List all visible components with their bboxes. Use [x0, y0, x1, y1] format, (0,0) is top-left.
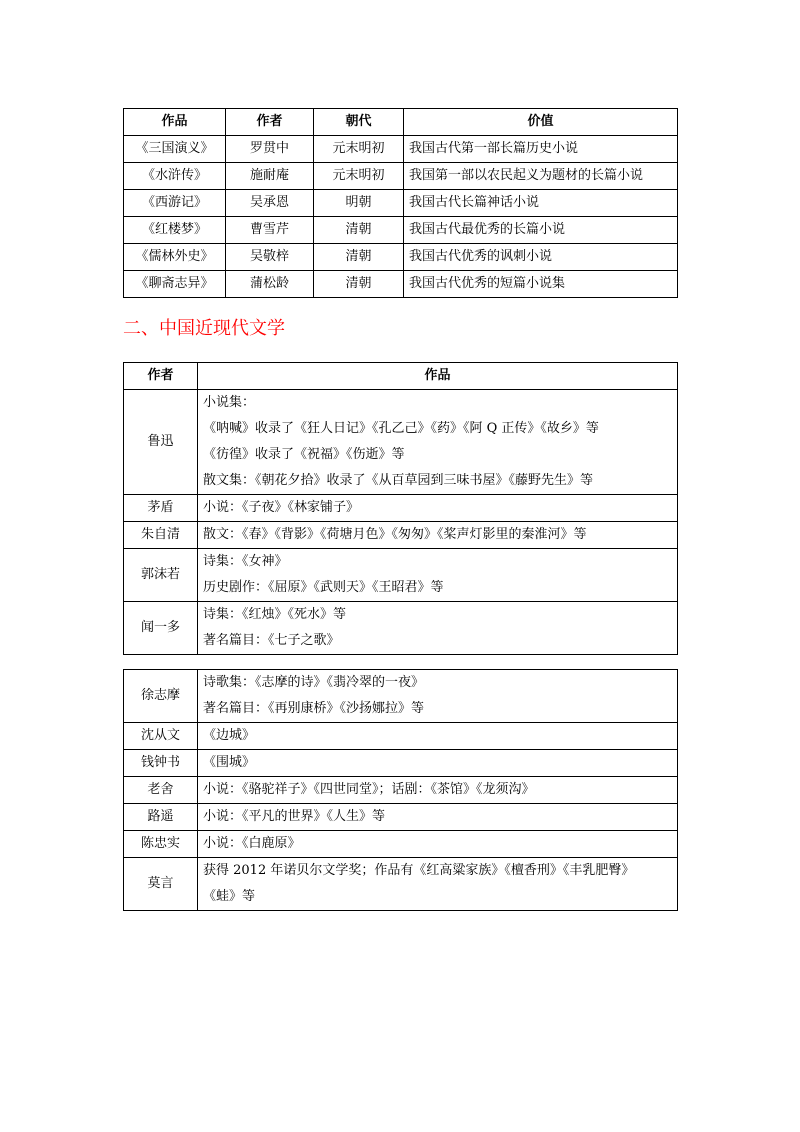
- table-row: [124, 136, 678, 163]
- dynasty-cell: 明朝: [314, 190, 404, 217]
- works-line: 诗集：《红烛》《死水》等: [203, 607, 347, 622]
- table-row: [124, 777, 678, 804]
- table-row: [124, 723, 678, 750]
- table-header-row: [124, 363, 678, 390]
- author-cell: 陈忠实: [124, 831, 198, 858]
- works-line: 诗歌集：《志摩的诗》《翡冷翠的一夜》: [203, 675, 425, 690]
- works-cell: 散文：《春》《背影》《荷塘月色》《匆匆》《桨声灯影里的秦淮河》等: [198, 522, 678, 549]
- author-cell: 莫言: [124, 858, 198, 911]
- works-cell: 小说：《骆驼祥子》《四世同堂》；话剧：《茶馆》《龙须沟》: [198, 777, 678, 804]
- table-row: [124, 217, 678, 244]
- works-cell: [198, 549, 678, 602]
- work-cell: 《红楼梦》: [124, 217, 226, 244]
- works-line: 小说集：: [203, 395, 256, 410]
- author-cell: 吴承恩: [226, 190, 314, 217]
- table-row: [124, 244, 678, 271]
- work-cell: 《聊斋志异》: [124, 271, 226, 298]
- author-cell: 施耐庵: [226, 163, 314, 190]
- works-line: 《呐喊》收录了《狂人日记》《孔乙己》《药》《阿 Q 正传》《故乡》等: [203, 421, 599, 436]
- author-cell: 老舍: [124, 777, 198, 804]
- author-cell: 罗贯中: [226, 136, 314, 163]
- table-row: [124, 549, 678, 602]
- table-row: [124, 670, 678, 723]
- table-row: [124, 271, 678, 298]
- value-cell: 我国古代长篇神话小说: [404, 190, 678, 217]
- works-line: 获得 2012 年诺贝尔文学奖；作品有《红高粱家族》《檀香刑》《丰乳肥臀》: [203, 863, 635, 878]
- works-cell: 小说：《白鹿原》: [198, 831, 678, 858]
- author-cell: 郭沫若: [124, 549, 198, 602]
- value-cell: 我国古代最优秀的长篇小说: [404, 217, 678, 244]
- author-cell: 路遥: [124, 804, 198, 831]
- works-line: 诗集：《女神》: [203, 554, 288, 569]
- table-row: [124, 163, 678, 190]
- header-author: 作者: [226, 109, 314, 136]
- works-line: 《蛙》等: [203, 889, 256, 904]
- work-cell: 《儒林外史》: [124, 244, 226, 271]
- table-row: [124, 390, 678, 495]
- header-dynasty: 朝代: [314, 109, 404, 136]
- works-cell: 小说：《子夜》《林家铺子》: [198, 495, 678, 522]
- dynasty-cell: 清朝: [314, 244, 404, 271]
- works-cell: 《围城》: [198, 750, 678, 777]
- dynasty-cell: 元末明初: [314, 136, 404, 163]
- works-cell: 《边城》: [198, 723, 678, 750]
- works-cell: [198, 390, 678, 495]
- table-header-row: [124, 109, 678, 136]
- table-row: [124, 495, 678, 522]
- header-work: 作品: [124, 109, 226, 136]
- works-cell: [198, 602, 678, 655]
- work-cell: 《三国演义》: [124, 136, 226, 163]
- table-row: [124, 804, 678, 831]
- works-cell: [198, 670, 678, 723]
- work-cell: 《水浒传》: [124, 163, 226, 190]
- author-cell: 朱自清: [124, 522, 198, 549]
- table-row: [124, 831, 678, 858]
- dynasty-cell: 元末明初: [314, 163, 404, 190]
- works-cell: [198, 858, 678, 911]
- author-cell: 钱钟书: [124, 750, 198, 777]
- author-cell: 徐志摩: [124, 670, 198, 723]
- author-cell: 吴敬梓: [226, 244, 314, 271]
- works-line: 历史剧作：《屈原》《武则天》《王昭君》等: [203, 580, 444, 595]
- header-value: 价值: [404, 109, 678, 136]
- dynasty-cell: 清朝: [314, 217, 404, 244]
- table-row: [124, 858, 678, 911]
- author-cell: 蒲松龄: [226, 271, 314, 298]
- modern-literature-table-continued: [123, 669, 678, 911]
- value-cell: 我国古代优秀的短篇小说集: [404, 271, 678, 298]
- works-line: 散文集：《朝花夕拾》收录了《从百草园到三味书屋》《藤野先生》等: [203, 473, 594, 488]
- header-works: 作品: [198, 363, 678, 390]
- classical-novels-table: [123, 108, 678, 298]
- value-cell: 我国古代优秀的讽刺小说: [404, 244, 678, 271]
- author-cell: 曹雪芹: [226, 217, 314, 244]
- works-cell: 小说：《平凡的世界》《人生》等: [198, 804, 678, 831]
- works-line: 《彷徨》收录了《祝福》《伤逝》等: [203, 447, 405, 462]
- table-row: [124, 190, 678, 217]
- table-row: [124, 522, 678, 549]
- value-cell: 我国第一部以农民起义为题材的长篇小说: [404, 163, 678, 190]
- author-cell: 闻一多: [124, 602, 198, 655]
- header-author: 作者: [124, 363, 198, 390]
- section-title: 二、中国近现代文学: [123, 318, 285, 339]
- table-row: [124, 750, 678, 777]
- author-cell: 鲁迅: [124, 390, 198, 495]
- author-cell: 茅盾: [124, 495, 198, 522]
- dynasty-cell: 清朝: [314, 271, 404, 298]
- works-line: 著名篇目：《七子之歌》: [203, 633, 340, 648]
- works-line: 著名篇目：《再别康桥》《沙扬娜拉》等: [203, 701, 425, 716]
- modern-literature-table: [123, 362, 678, 655]
- work-cell: 《西游记》: [124, 190, 226, 217]
- value-cell: 我国古代第一部长篇历史小说: [404, 136, 678, 163]
- author-cell: 沈从文: [124, 723, 198, 750]
- table-row: [124, 602, 678, 655]
